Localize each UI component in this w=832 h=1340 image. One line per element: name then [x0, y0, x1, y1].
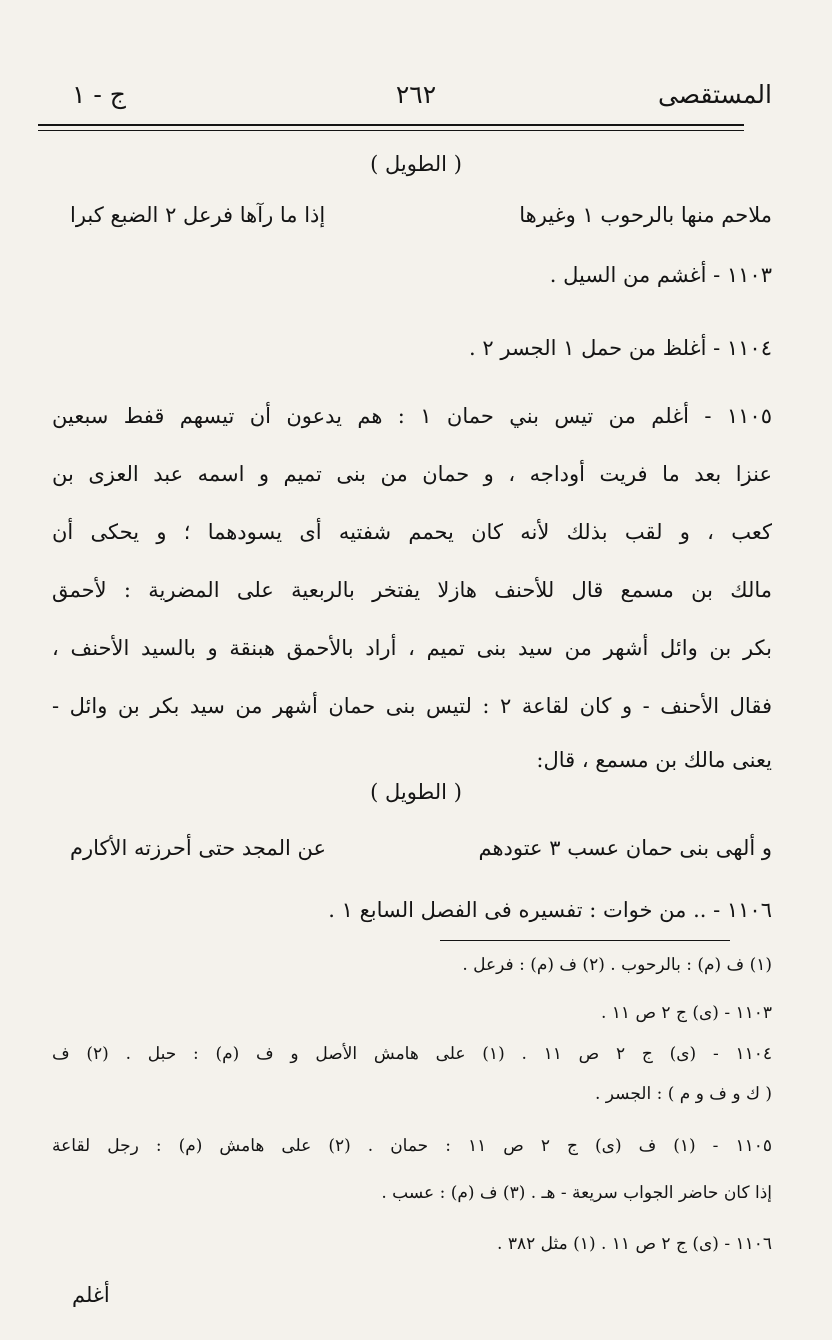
entry-1105-line: ١١٠٥ - أغلم من تيس بني حمان ١ : هم يدعون أن تيسهم قفط سبعين [52, 404, 772, 428]
entry-1105-line: كعب ، و لقب بذلك لأنه كان يحمم شفتيه أى يسودهما ؛ و يحكى أن [52, 520, 772, 544]
header-rule [38, 124, 744, 126]
header-page-number: ٢٦٢ [395, 80, 437, 109]
footnote-rule [440, 940, 730, 941]
entry-1106: ١١٠٦ - .. من خوات : تفسيره فى الفصل السابع ١ . [328, 898, 772, 922]
footnote-line: ( ك و ف و م ) : الجسر . [594, 1084, 772, 1104]
footnote-line: (١) ف (م) : بالرحوب . (٢) ف (م) : فرعل . [462, 955, 772, 975]
entry-1105-line: عنزا بعد ما فريت أوداجه ، و حمان من بنى تميم و اسمه عبد العزى بن [52, 462, 772, 486]
entry-1105-line: فقال الأحنف - و كان لقاعة ٢ : لتيس بنى حمان أشهر من سيد بكر بن وائل - [52, 694, 772, 718]
verse-first-hemistich: و ألهى بنى حمان عسب ٣ عتودهم [478, 836, 772, 860]
entry-1104: ١١٠٤ - أغلظ من حمل ١ الجسر ٢ . [469, 336, 772, 360]
entry-1103: ١١٠٣ - أغشم من السيل . [549, 263, 772, 287]
header-rule-thin [38, 130, 744, 131]
verse-second-hemistich: إذا ما رآها فرعل ٢ الضبع كبرا [70, 203, 326, 227]
footnote-line: إذا كان حاضر الجواب سريعة - هـ . (٣) ف (م) : عسب . [381, 1183, 772, 1203]
header-book-title: المستقصى [657, 80, 772, 109]
meter-label: ( الطويل ) [370, 152, 462, 176]
footnote-line: ١١٠٦ - (ى) ج ٢ ص ١١ . (١) مثل ٣٨٢ . [497, 1234, 772, 1254]
entry-1105-line: بكر بن وائل أشهر من سيد بنى تميم ، أراد بالأحمق هبنقة و بالسيد الأحنف ، [52, 636, 772, 660]
catchword: أغلم [72, 1283, 110, 1307]
entry-1105-line: مالك بن مسمع قال للأحنف هازلا يفتخر بالربعية على المضرية : لأحمق [52, 578, 772, 602]
entry-1105-line: يعنى مالك بن مسمع ، قال: [536, 748, 772, 772]
footnote-line: ١١٠٤ - (ى) ج ٢ ص ١١ . (١) على هامش الأصل و ف (م) : حبل . (٢) ف [52, 1044, 772, 1064]
verse-first-hemistich: ملاحم منها بالرحوب ١ وغيرها [519, 203, 772, 227]
footnote-line: ١١٠٥ - (١) ف (ى) ج ٢ ص ١١ : حمان . (٢) على هامش (م) : رجل لقاعة [52, 1136, 772, 1156]
footnote-line: ١١٠٣ - (ى) ج ٢ ص ١١ . [600, 1003, 772, 1023]
verse-second-hemistich: عن المجد حتى أحرزته الأكارم [70, 836, 326, 860]
header-volume: ج - ١ [72, 80, 126, 109]
meter-label: ( الطويل ) [370, 780, 462, 804]
